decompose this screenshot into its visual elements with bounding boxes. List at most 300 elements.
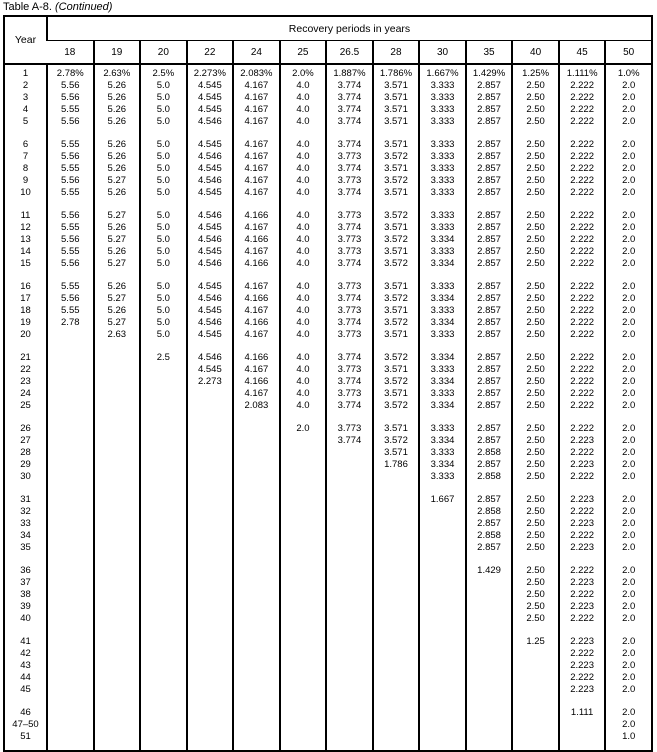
year-cell: 44 bbox=[20, 672, 31, 683]
rate-cell bbox=[233, 636, 280, 648]
rate-cell: 2.50 bbox=[512, 400, 559, 412]
rate-cell: 4.0 bbox=[280, 281, 327, 293]
rate-cell bbox=[280, 542, 327, 554]
rate-cell: 5.56 bbox=[47, 151, 94, 163]
gap-cell bbox=[559, 696, 606, 707]
rate-cell: 2.083 bbox=[233, 400, 280, 412]
rate-cell: 2.0 bbox=[605, 329, 652, 341]
rate-cell: 5.0 bbox=[140, 163, 187, 175]
gap-cell bbox=[512, 483, 559, 494]
year-cell: 35 bbox=[20, 542, 31, 553]
gap-cell bbox=[373, 128, 420, 139]
rate-cell bbox=[373, 719, 420, 731]
rate-cell: 4.166 bbox=[233, 234, 280, 246]
table-row bbox=[4, 672, 652, 684]
rate-cell bbox=[233, 648, 280, 660]
rate-cell: 1.111 bbox=[559, 707, 606, 719]
rate-cell bbox=[373, 672, 420, 684]
rate-cell bbox=[466, 684, 513, 696]
rate-cell: 4.545 bbox=[187, 305, 234, 317]
rate-cell: 2.0 bbox=[605, 601, 652, 613]
rate-cell: 2.50 bbox=[512, 447, 559, 459]
rate-cell bbox=[512, 719, 559, 731]
rate-cell bbox=[233, 530, 280, 542]
gap-cell bbox=[326, 625, 373, 636]
rate-cell bbox=[94, 364, 141, 376]
rate-cell: 5.0 bbox=[140, 222, 187, 234]
rate-cell: 2.0 bbox=[605, 435, 652, 447]
rate-cell bbox=[466, 719, 513, 731]
rate-cell bbox=[233, 684, 280, 696]
rate-cell: 2.0 bbox=[605, 542, 652, 554]
rate-cell: 4.167 bbox=[233, 92, 280, 104]
rate-cell bbox=[140, 423, 187, 435]
rate-cell: 3.333 bbox=[419, 104, 466, 116]
gap-cell bbox=[466, 743, 513, 751]
rate-cell bbox=[280, 731, 327, 743]
year-cell: 6 bbox=[22, 139, 29, 150]
row-gap bbox=[4, 554, 652, 565]
rate-cell: 2.857 bbox=[466, 234, 513, 246]
rate-cell: 5.55 bbox=[47, 305, 94, 317]
rate-cell: 3.333 bbox=[419, 364, 466, 376]
table-row bbox=[4, 648, 652, 660]
rate-cell bbox=[512, 660, 559, 672]
gap-cell bbox=[4, 483, 47, 494]
gap-cell bbox=[373, 412, 420, 423]
gap-cell bbox=[187, 743, 234, 751]
rate-cell bbox=[47, 459, 94, 471]
year-cell: 31 bbox=[20, 494, 31, 505]
gap-cell bbox=[280, 483, 327, 494]
gap-cell bbox=[512, 554, 559, 565]
rate-cell: 4.166 bbox=[233, 352, 280, 364]
rate-cell bbox=[94, 684, 141, 696]
rate-cell bbox=[233, 565, 280, 577]
gap-cell bbox=[512, 625, 559, 636]
rate-cell: 2.50 bbox=[512, 601, 559, 613]
rate-cell: 4.166 bbox=[233, 293, 280, 305]
rate-cell: 3.774 bbox=[326, 435, 373, 447]
rate-cell: 4.0 bbox=[280, 317, 327, 329]
rate-cell: 2.0 bbox=[605, 684, 652, 696]
year-cell: 4 bbox=[22, 104, 29, 115]
rate-cell: 2.858 bbox=[466, 530, 513, 542]
rate-cell bbox=[140, 530, 187, 542]
rate-cell: 2.50 bbox=[512, 459, 559, 471]
rate-cell: 2.0 bbox=[605, 246, 652, 258]
gap-cell bbox=[419, 341, 466, 352]
rate-cell: 5.56 bbox=[47, 234, 94, 246]
rate-cell: 5.26 bbox=[94, 281, 141, 293]
rate-cell bbox=[512, 707, 559, 719]
table-row bbox=[4, 542, 652, 554]
rate-cell bbox=[47, 577, 94, 589]
gap-cell bbox=[4, 341, 47, 352]
rate-cell bbox=[512, 731, 559, 743]
rate-cell bbox=[326, 471, 373, 483]
rate-cell: 2.222 bbox=[559, 175, 606, 187]
rate-cell bbox=[280, 613, 327, 625]
gap-cell bbox=[187, 199, 234, 210]
year-cell: 43 bbox=[20, 660, 31, 671]
rate-cell: 5.56 bbox=[47, 210, 94, 222]
gap-cell bbox=[419, 270, 466, 281]
rate-cell bbox=[233, 731, 280, 743]
gap-cell bbox=[233, 483, 280, 494]
rate-cell bbox=[94, 506, 141, 518]
rate-cell bbox=[326, 530, 373, 542]
rate-cell: 2.222 bbox=[559, 116, 606, 128]
rate-cell bbox=[466, 707, 513, 719]
rate-cell bbox=[187, 577, 234, 589]
rate-cell: 2.857 bbox=[466, 151, 513, 163]
rate-cell: 1.786 bbox=[373, 459, 420, 471]
rate-cell: 4.0 bbox=[280, 352, 327, 364]
gap-cell bbox=[233, 341, 280, 352]
gap-cell bbox=[559, 128, 606, 139]
rate-cell bbox=[466, 648, 513, 660]
gap-cell bbox=[4, 270, 47, 281]
rate-cell bbox=[419, 613, 466, 625]
rate-cell bbox=[280, 506, 327, 518]
table-row bbox=[4, 494, 652, 506]
rate-cell: 2.5 bbox=[140, 352, 187, 364]
rate-cell bbox=[94, 388, 141, 400]
rate-cell: 5.26 bbox=[94, 139, 141, 151]
rate-cell: 5.0 bbox=[140, 139, 187, 151]
rate-cell: 2.222 bbox=[559, 388, 606, 400]
rate-cell: 4.546 bbox=[187, 293, 234, 305]
gap-cell bbox=[326, 483, 373, 494]
rate-cell: 2.0 bbox=[280, 423, 327, 435]
rate-cell: 3.333 bbox=[419, 175, 466, 187]
gap-cell bbox=[94, 696, 141, 707]
rate-cell bbox=[187, 518, 234, 530]
rate-cell bbox=[373, 613, 420, 625]
rate-cell: 5.55 bbox=[47, 222, 94, 234]
rate-cell: 2.223 bbox=[559, 684, 606, 696]
rate-cell: 2.50 bbox=[512, 222, 559, 234]
rate-cell bbox=[280, 660, 327, 672]
rate-cell bbox=[373, 601, 420, 613]
rate-cell: 3.333 bbox=[419, 388, 466, 400]
rate-cell bbox=[47, 565, 94, 577]
rate-cell bbox=[233, 518, 280, 530]
table-row bbox=[4, 163, 652, 175]
rate-cell: 4.546 bbox=[187, 210, 234, 222]
rate-cell: 3.572 bbox=[373, 234, 420, 246]
rate-cell: 3.571 bbox=[373, 163, 420, 175]
year-cell: 26 bbox=[20, 423, 31, 434]
rate-cell: 2.0 bbox=[605, 459, 652, 471]
table-row bbox=[4, 139, 652, 151]
rate-cell: 2.0 bbox=[605, 175, 652, 187]
gap-cell bbox=[187, 625, 234, 636]
rate-cell: 4.167 bbox=[233, 175, 280, 187]
rate-cell bbox=[187, 672, 234, 684]
gap-cell bbox=[94, 625, 141, 636]
gap-cell bbox=[512, 270, 559, 281]
gap-cell bbox=[559, 743, 606, 751]
table-row bbox=[4, 116, 652, 128]
rate-cell: 4.167 bbox=[233, 139, 280, 151]
rate-cell bbox=[326, 447, 373, 459]
rate-cell: 4.167 bbox=[233, 305, 280, 317]
rate-cell bbox=[47, 684, 94, 696]
rate-cell: 2.0 bbox=[605, 92, 652, 104]
rate-cell bbox=[94, 565, 141, 577]
rate-cell: 3.572 bbox=[373, 400, 420, 412]
rate-cell bbox=[187, 648, 234, 660]
rate-cell bbox=[326, 636, 373, 648]
gap-cell bbox=[326, 128, 373, 139]
rate-cell: 2.0 bbox=[605, 376, 652, 388]
year-cell: 34 bbox=[20, 530, 31, 541]
rate-cell bbox=[187, 613, 234, 625]
rate-cell: 2.0 bbox=[605, 577, 652, 589]
rate-cell bbox=[280, 636, 327, 648]
rate-cell: 3.774 bbox=[326, 80, 373, 92]
rate-cell bbox=[47, 731, 94, 743]
rate-cell: 2.857 bbox=[466, 80, 513, 92]
rate-cell bbox=[140, 613, 187, 625]
rate-cell: 3.571 bbox=[373, 116, 420, 128]
rate-cell: 2.223 bbox=[559, 435, 606, 447]
rate-cell: 2.0 bbox=[605, 163, 652, 175]
rate-cell bbox=[233, 719, 280, 731]
rate-cell bbox=[373, 648, 420, 660]
rate-cell bbox=[187, 459, 234, 471]
rate-cell: 4.166 bbox=[233, 376, 280, 388]
rate-cell bbox=[373, 684, 420, 696]
rate-cell: 4.0 bbox=[280, 210, 327, 222]
rate-cell bbox=[94, 660, 141, 672]
year-cell: 7 bbox=[22, 151, 29, 162]
gap-cell bbox=[605, 199, 652, 210]
year-cell: 33 bbox=[20, 518, 31, 529]
gap-cell bbox=[187, 412, 234, 423]
gap-cell bbox=[326, 270, 373, 281]
rate-cell: 2.50 bbox=[512, 151, 559, 163]
rate-cell: 4.545 bbox=[187, 281, 234, 293]
table-row bbox=[4, 707, 652, 719]
rate-cell: 4.546 bbox=[187, 234, 234, 246]
rate-cell: 5.0 bbox=[140, 281, 187, 293]
rate-cell bbox=[419, 601, 466, 613]
rate-cell: 4.0 bbox=[280, 175, 327, 187]
rate-cell: 2.857 bbox=[466, 175, 513, 187]
rate-cell: 2.63 bbox=[94, 329, 141, 341]
gap-cell bbox=[605, 483, 652, 494]
rate-cell: 3.333 bbox=[419, 471, 466, 483]
gap-cell bbox=[4, 128, 47, 139]
gap-cell bbox=[466, 341, 513, 352]
rate-cell: 5.27 bbox=[94, 234, 141, 246]
rate-cell: 4.167 bbox=[233, 116, 280, 128]
rate-cell: 5.55 bbox=[47, 281, 94, 293]
rate-cell bbox=[419, 707, 466, 719]
rate-cell: 5.0 bbox=[140, 329, 187, 341]
rate-cell bbox=[140, 648, 187, 660]
rate-cell bbox=[466, 660, 513, 672]
rate-cell: 2.78 bbox=[47, 317, 94, 329]
gap-cell bbox=[466, 128, 513, 139]
rate-cell: 2.858 bbox=[466, 471, 513, 483]
rate-cell: 3.571 bbox=[373, 104, 420, 116]
rate-cell: 2.0 bbox=[605, 139, 652, 151]
year-cell: 16 bbox=[20, 281, 31, 292]
rate-cell: 2.857 bbox=[466, 400, 513, 412]
rate-cell: 5.27 bbox=[94, 175, 141, 187]
rate-cell bbox=[94, 648, 141, 660]
recovery-period-column-22: 22 bbox=[187, 41, 234, 65]
rate-cell: 2.0 bbox=[605, 80, 652, 92]
rate-cell: 3.334 bbox=[419, 376, 466, 388]
table-row bbox=[4, 447, 652, 459]
rate-cell: 3.571 bbox=[373, 139, 420, 151]
recovery-period-column-40: 40 bbox=[512, 41, 559, 65]
rate-cell: 2.273 bbox=[187, 376, 234, 388]
year-cell: 47–50 bbox=[12, 719, 39, 730]
rate-cell: 4.0 bbox=[280, 151, 327, 163]
header-row-top bbox=[4, 16, 652, 41]
rate-cell: 4.0 bbox=[280, 116, 327, 128]
rate-cell: 5.0 bbox=[140, 305, 187, 317]
rate-cell bbox=[47, 376, 94, 388]
rate-cell bbox=[140, 589, 187, 601]
rate-cell: 3.774 bbox=[326, 317, 373, 329]
rate-cell bbox=[373, 506, 420, 518]
rate-cell: 1.25% bbox=[512, 68, 559, 80]
gap-cell bbox=[326, 199, 373, 210]
table-row bbox=[4, 565, 652, 577]
gap-cell bbox=[187, 128, 234, 139]
rate-cell: 4.166 bbox=[233, 210, 280, 222]
rate-cell bbox=[94, 435, 141, 447]
rate-cell: 2.50 bbox=[512, 175, 559, 187]
rate-cell: 1.786% bbox=[373, 68, 420, 80]
rate-cell bbox=[233, 506, 280, 518]
rate-cell bbox=[187, 707, 234, 719]
gap-cell bbox=[280, 270, 327, 281]
rate-cell: 3.774 bbox=[326, 400, 373, 412]
row-gap bbox=[4, 341, 652, 352]
rate-cell bbox=[233, 542, 280, 554]
rate-cell: 2.50 bbox=[512, 329, 559, 341]
table-row bbox=[4, 352, 652, 364]
rate-cell: 2.222 bbox=[559, 352, 606, 364]
rate-cell bbox=[326, 494, 373, 506]
year-cell: 30 bbox=[20, 471, 31, 482]
rate-cell: 5.0 bbox=[140, 210, 187, 222]
rate-cell: 2.50 bbox=[512, 423, 559, 435]
rate-cell bbox=[280, 471, 327, 483]
rate-cell bbox=[373, 530, 420, 542]
rate-cell: 3.333 bbox=[419, 305, 466, 317]
rate-cell: 4.545 bbox=[187, 222, 234, 234]
rate-cell: 5.55 bbox=[47, 246, 94, 258]
rate-cell: 2.50 bbox=[512, 542, 559, 554]
rate-cell bbox=[94, 400, 141, 412]
year-cell: 27 bbox=[20, 435, 31, 446]
table-row bbox=[4, 660, 652, 672]
rate-cell: 3.334 bbox=[419, 400, 466, 412]
rate-cell: 3.774 bbox=[326, 293, 373, 305]
rate-cell bbox=[94, 459, 141, 471]
rate-cell: 3.774 bbox=[326, 376, 373, 388]
rate-cell: 2.222 bbox=[559, 234, 606, 246]
rate-cell bbox=[47, 601, 94, 613]
rate-cell: 2.857 bbox=[466, 104, 513, 116]
gap-cell bbox=[47, 625, 94, 636]
rate-cell bbox=[94, 530, 141, 542]
rate-cell: 2.222 bbox=[559, 246, 606, 258]
rate-cell bbox=[373, 589, 420, 601]
rate-cell: 3.333 bbox=[419, 187, 466, 199]
rate-cell bbox=[94, 672, 141, 684]
rate-cell: 3.571 bbox=[373, 329, 420, 341]
recovery-period-column-45: 45 bbox=[559, 41, 606, 65]
rate-cell: 4.545 bbox=[187, 364, 234, 376]
rate-cell bbox=[187, 400, 234, 412]
year-cell: 19 bbox=[20, 317, 31, 328]
row-gap bbox=[4, 199, 652, 210]
gap-cell bbox=[94, 743, 141, 751]
rate-cell: 4.0 bbox=[280, 293, 327, 305]
rate-cell bbox=[373, 565, 420, 577]
rate-cell: 3.572 bbox=[373, 175, 420, 187]
rate-cell: 3.571 bbox=[373, 222, 420, 234]
year-cell: 2 bbox=[22, 80, 29, 91]
rate-cell: 5.26 bbox=[94, 92, 141, 104]
year-cell: 41 bbox=[20, 636, 31, 647]
rate-cell: 2.50 bbox=[512, 388, 559, 400]
rate-cell: 2.0 bbox=[605, 210, 652, 222]
rate-cell: 3.333 bbox=[419, 116, 466, 128]
rate-cell: 2.857 bbox=[466, 163, 513, 175]
rate-cell: 3.572 bbox=[373, 151, 420, 163]
rate-cell: 1.0 bbox=[605, 731, 652, 743]
rate-cell bbox=[419, 684, 466, 696]
rate-cell: 2.0 bbox=[605, 281, 652, 293]
rate-cell: 3.774 bbox=[326, 352, 373, 364]
gap-cell bbox=[326, 412, 373, 423]
rate-cell: 2.50 bbox=[512, 376, 559, 388]
rate-cell: 2.857 bbox=[466, 423, 513, 435]
rate-cell: 2.273% bbox=[187, 68, 234, 80]
rate-cell bbox=[140, 494, 187, 506]
rate-cell: 2.222 bbox=[559, 163, 606, 175]
rate-cell: 3.572 bbox=[373, 317, 420, 329]
gap-cell bbox=[233, 270, 280, 281]
rate-cell: 4.545 bbox=[187, 187, 234, 199]
rate-cell: 3.333 bbox=[419, 80, 466, 92]
gap-cell bbox=[94, 270, 141, 281]
rate-cell bbox=[233, 459, 280, 471]
gap-cell bbox=[47, 199, 94, 210]
gap-cell bbox=[605, 743, 652, 751]
rate-cell: 4.545 bbox=[187, 104, 234, 116]
table-row bbox=[4, 388, 652, 400]
rate-cell: 3.774 bbox=[326, 139, 373, 151]
gap-cell bbox=[326, 554, 373, 565]
rate-cell bbox=[94, 423, 141, 435]
rate-cell: 4.0 bbox=[280, 163, 327, 175]
rate-cell: 5.55 bbox=[47, 163, 94, 175]
gap-cell bbox=[466, 625, 513, 636]
table-row bbox=[4, 364, 652, 376]
